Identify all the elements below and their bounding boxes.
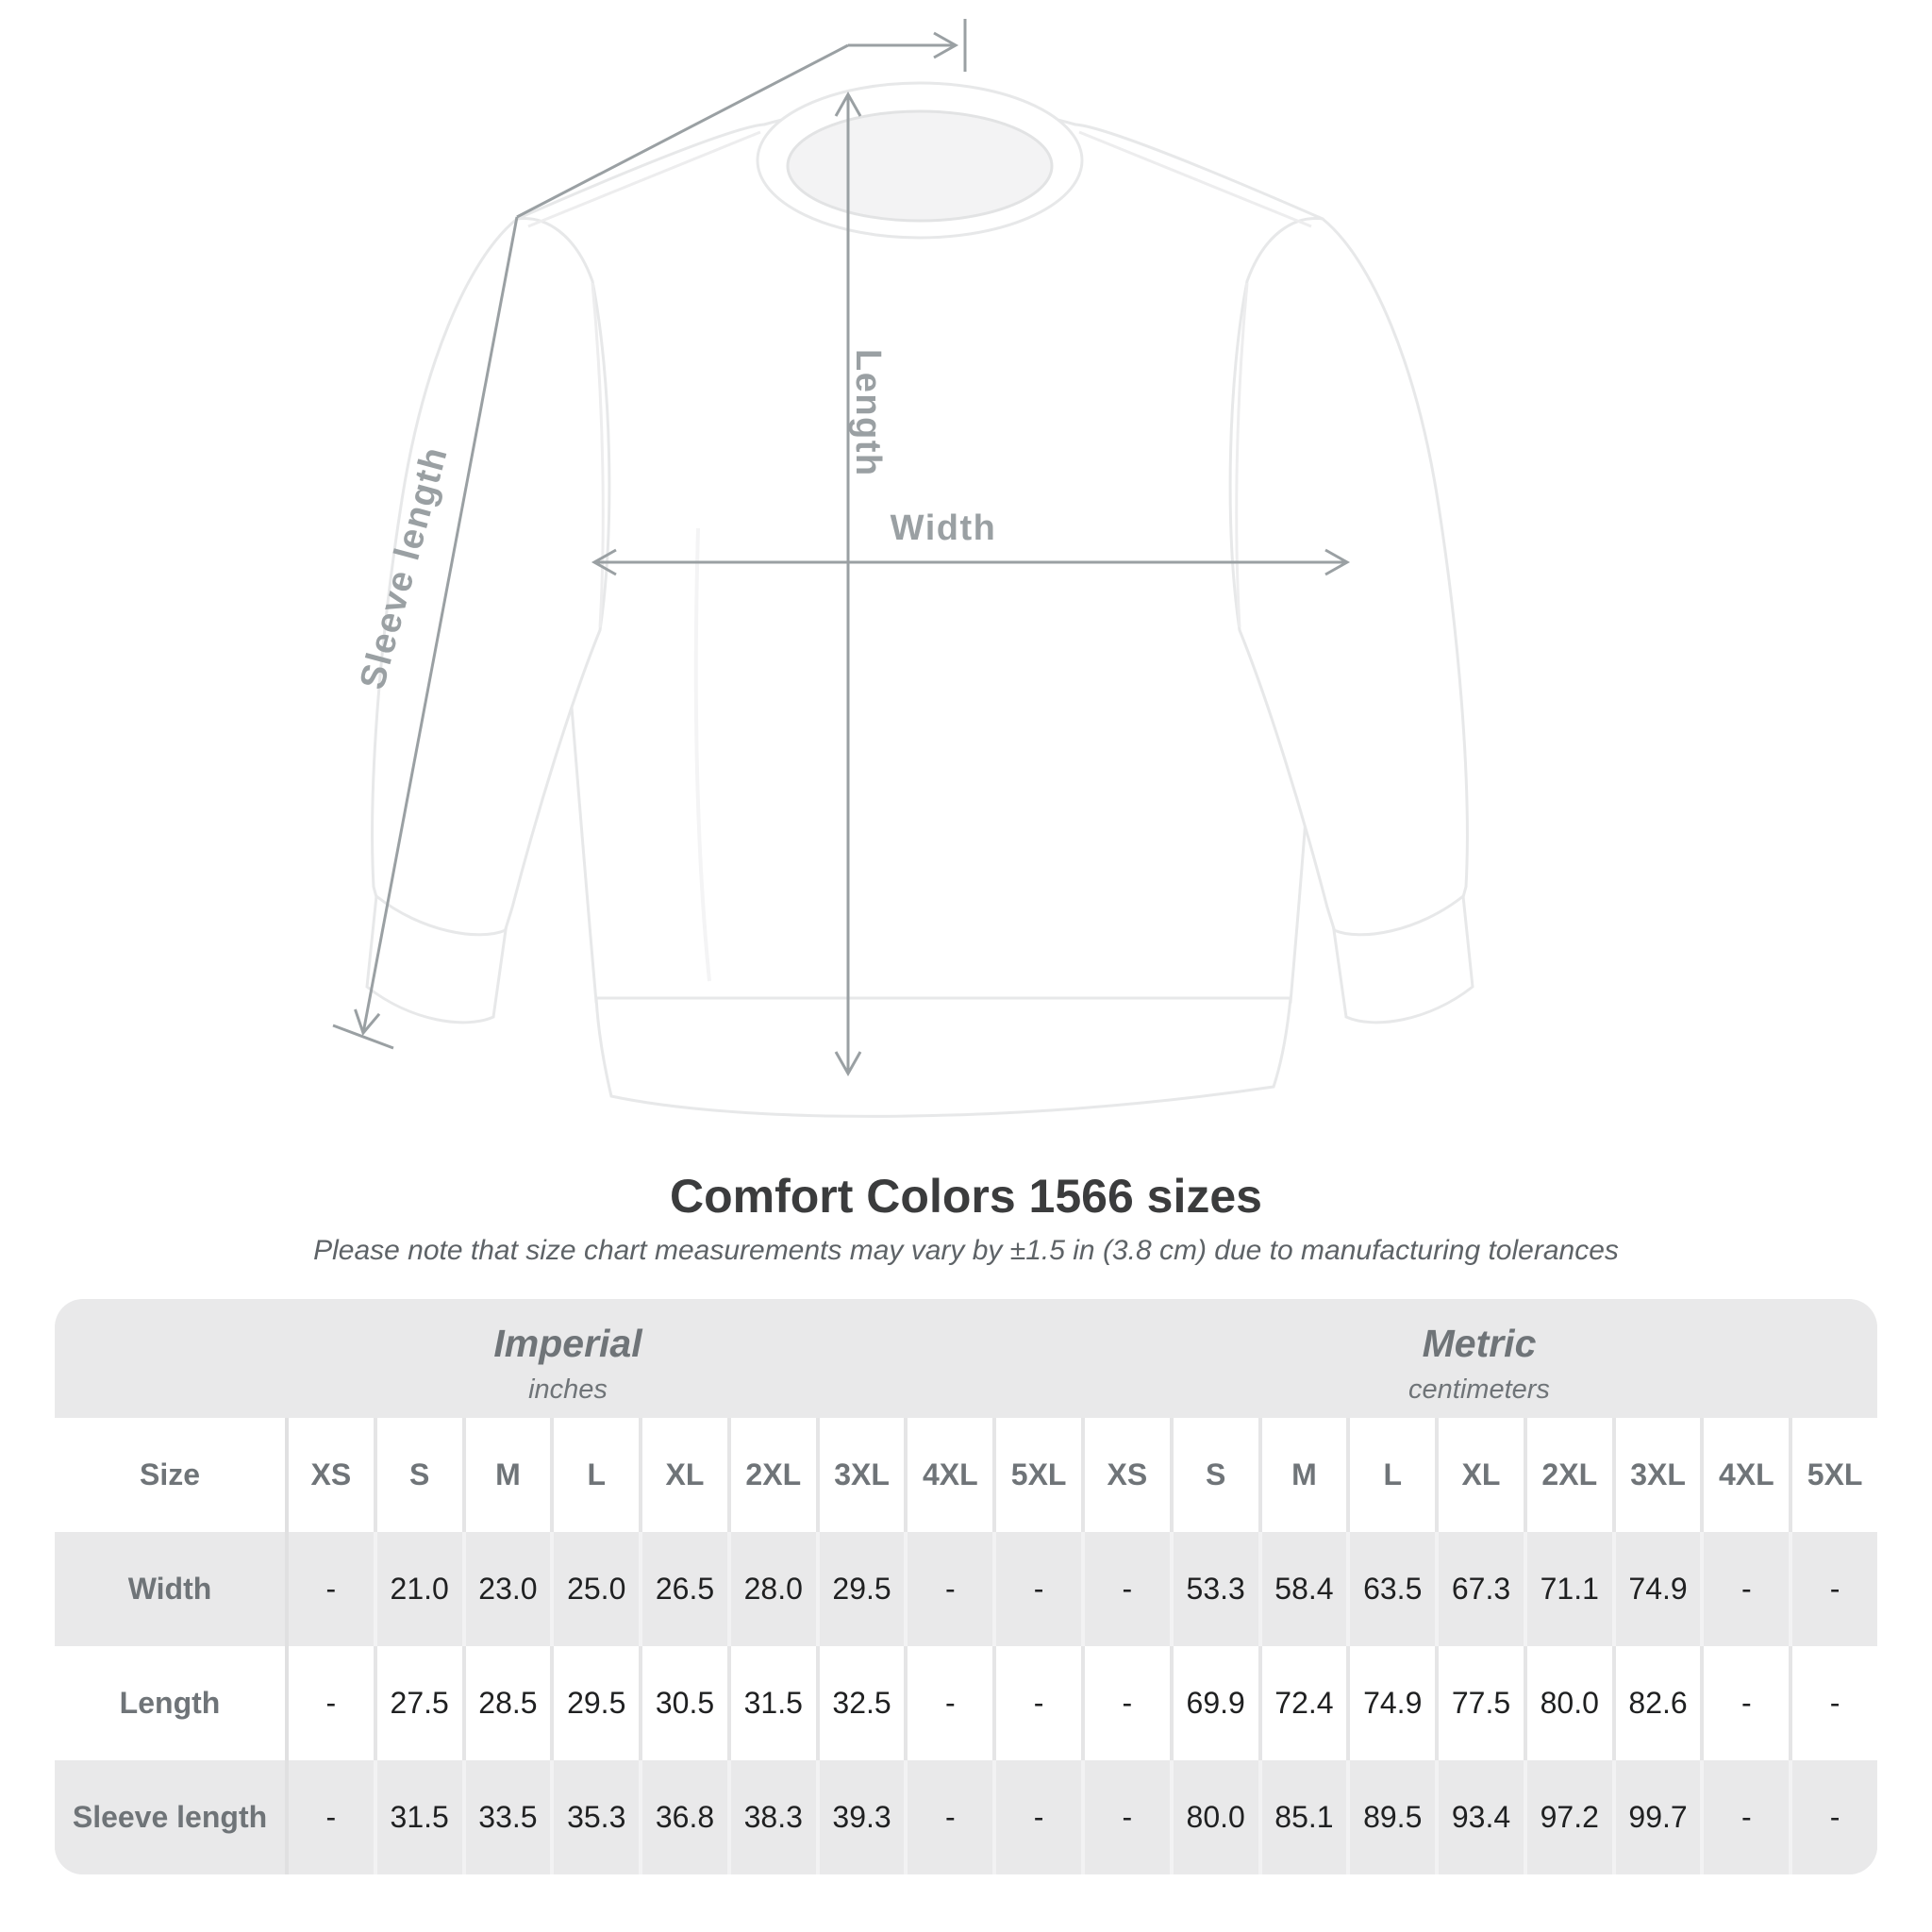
measurement-value-metric: - (1081, 1532, 1170, 1646)
measurement-value-metric: 63.5 (1346, 1532, 1435, 1646)
size-column-header-metric: 2XL (1524, 1418, 1612, 1532)
measurement-value-metric: 85.1 (1258, 1760, 1347, 1874)
unit-header-band (55, 1299, 1877, 1418)
size-chart-table (55, 1299, 1877, 1874)
measurement-value-metric: 69.9 (1170, 1646, 1258, 1760)
measurement-value-imperial: - (992, 1646, 1081, 1760)
measurement-value-metric: 53.3 (1170, 1532, 1258, 1646)
measurement-value-imperial: 33.5 (462, 1760, 551, 1874)
table-row (55, 1418, 1877, 1532)
measurement-value-imperial: 27.5 (374, 1646, 462, 1760)
imperial-header (55, 1299, 1081, 1418)
measurement-value-metric: - (1789, 1646, 1877, 1760)
measurement-value-imperial: 28.0 (727, 1532, 816, 1646)
measurement-value-imperial: 25.0 (550, 1532, 639, 1646)
measurement-value-metric: 80.0 (1170, 1760, 1258, 1874)
measurement-value-imperial: 28.5 (462, 1646, 551, 1760)
measurement-value-imperial: 30.5 (639, 1646, 727, 1760)
table-row (55, 1646, 1877, 1760)
measurement-value-imperial: 35.3 (550, 1760, 639, 1874)
page-subtitle: Please note that size chart measurements may vary by ±1.5 in (3.8 cm) due to manufacturing tolerances (313, 1235, 1619, 1266)
measurement-value-imperial: 36.8 (639, 1760, 727, 1874)
table-row (55, 1760, 1877, 1874)
measurement-value-imperial: - (285, 1646, 374, 1760)
measurement-value-metric: 89.5 (1346, 1760, 1435, 1874)
length-label: Length (848, 349, 888, 477)
size-column-header-metric: XS (1081, 1418, 1170, 1532)
measurement-value-metric: 97.2 (1524, 1760, 1612, 1874)
measurement-value-imperial: 38.3 (727, 1760, 816, 1874)
page-title: Comfort Colors 1566 sizes (670, 1170, 1262, 1223)
measurement-value-imperial: - (285, 1760, 374, 1874)
measurement-row-label: Width (127, 1572, 212, 1606)
measurement-value-imperial: 39.3 (816, 1760, 905, 1874)
measurement-value-metric: - (1081, 1760, 1170, 1874)
size-column-header-imperial: L (550, 1418, 639, 1532)
size-column-header-metric: S (1170, 1418, 1258, 1532)
measurement-value-metric: - (1700, 1532, 1789, 1646)
measurement-value-imperial: 21.0 (374, 1532, 462, 1646)
measurement-value-imperial: 32.5 (816, 1646, 905, 1760)
size-column-header-imperial: S (374, 1418, 462, 1532)
measurement-value-metric: 77.5 (1435, 1646, 1524, 1760)
measurement-value-imperial: - (904, 1532, 992, 1646)
size-column-header-metric: 4XL (1700, 1418, 1789, 1532)
measurement-value-imperial: - (992, 1532, 1081, 1646)
measurement-value-metric: 72.4 (1258, 1646, 1347, 1760)
measurement-value-metric: 82.6 (1612, 1646, 1701, 1760)
measurement-value-metric: - (1789, 1532, 1877, 1646)
measurement-value-metric: 58.4 (1258, 1532, 1347, 1646)
size-column-header-imperial: 2XL (727, 1418, 816, 1532)
size-column-header-imperial: XS (285, 1418, 374, 1532)
measurement-value-imperial: - (285, 1532, 374, 1646)
measurement-row-label: Sleeve length (72, 1800, 268, 1834)
size-column-header-imperial: 5XL (992, 1418, 1081, 1532)
measurement-value-imperial: - (992, 1760, 1081, 1874)
collar-inner (788, 111, 1052, 221)
measurement-row-label: Length (119, 1686, 221, 1720)
size-column-header-metric: 3XL (1612, 1418, 1701, 1532)
measurement-value-metric: - (1081, 1646, 1170, 1760)
measurement-value-imperial: 31.5 (727, 1646, 816, 1760)
size-column-header-imperial: 4XL (904, 1418, 992, 1532)
metric-subtitle: centimeters (1408, 1374, 1550, 1405)
size-column-header-imperial: XL (639, 1418, 727, 1532)
imperial-subtitle: inches (528, 1374, 608, 1405)
size-column-header-imperial: M (462, 1418, 551, 1532)
sleeve-length-label: Sleeve length (352, 441, 456, 694)
sweatshirt-illustration (367, 83, 1473, 1116)
measurement-value-metric: - (1789, 1760, 1877, 1874)
metric-title: Metric (1422, 1321, 1537, 1365)
measurement-value-imperial: 31.5 (374, 1760, 462, 1874)
measurement-value-metric: 99.7 (1612, 1760, 1701, 1874)
measurement-value-metric: 93.4 (1435, 1760, 1524, 1874)
hem-band (596, 998, 1291, 1116)
measurement-value-imperial: 29.5 (550, 1646, 639, 1760)
imperial-title: Imperial (493, 1321, 642, 1365)
size-column-header: Size (139, 1457, 201, 1491)
measurement-value-metric: - (1700, 1646, 1789, 1760)
size-column-header-metric: XL (1435, 1418, 1524, 1532)
table-row (55, 1532, 1877, 1646)
measurement-value-imperial: - (904, 1646, 992, 1760)
size-column-header-imperial: 3XL (816, 1418, 905, 1532)
width-label: Width (890, 508, 997, 548)
measurement-value-imperial: 23.0 (462, 1532, 551, 1646)
measurement-value-imperial: 26.5 (639, 1532, 727, 1646)
measurement-value-metric: 80.0 (1524, 1646, 1612, 1760)
size-column-header-metric: L (1346, 1418, 1435, 1532)
measurement-value-metric: 67.3 (1435, 1532, 1524, 1646)
metric-header (1081, 1299, 1877, 1418)
size-column-header-metric: 5XL (1789, 1418, 1877, 1532)
measurement-value-metric: 74.9 (1346, 1646, 1435, 1760)
measurement-value-metric: 71.1 (1524, 1532, 1612, 1646)
measurement-value-imperial: 29.5 (816, 1532, 905, 1646)
measurement-value-imperial: - (904, 1760, 992, 1874)
measurement-value-metric: - (1700, 1760, 1789, 1874)
measurement-value-metric: 74.9 (1612, 1532, 1701, 1646)
size-column-header-metric: M (1258, 1418, 1347, 1532)
size-grid (55, 1418, 1877, 1874)
